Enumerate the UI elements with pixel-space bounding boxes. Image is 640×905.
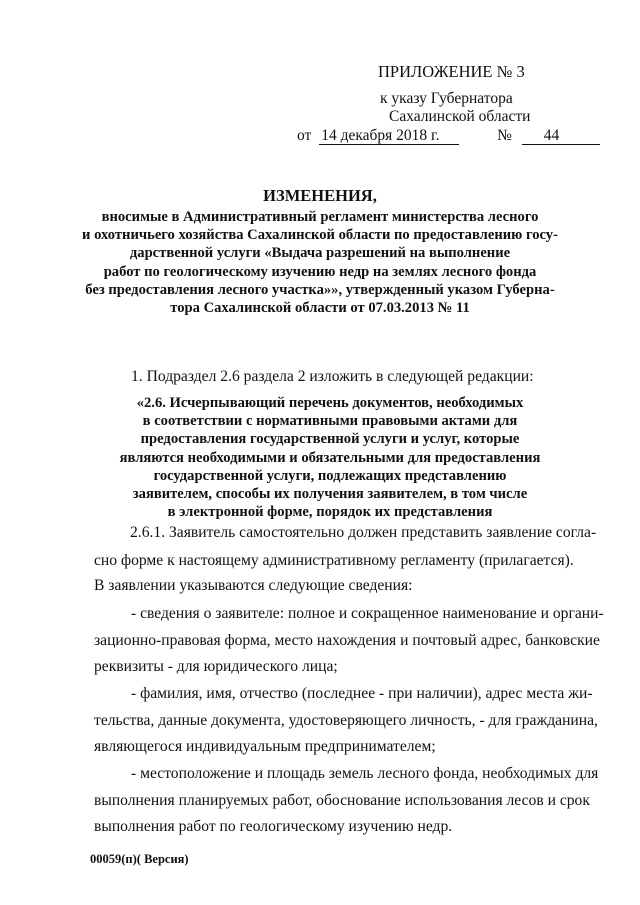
item-1: 1. Подраздел 2.6 раздела 2 изложить в следующей редакции: bbox=[131, 368, 534, 385]
number-label: № bbox=[497, 127, 512, 144]
appendix-title: ПРИЛОЖЕНИЕ № 3 bbox=[378, 62, 525, 81]
subsection-line: «2.6. Исчерпывающий перечень документов, необходимых bbox=[136, 395, 524, 411]
paragraph-line: тельства, данные документа, удостоверяющего личность, - для гражданина, bbox=[94, 712, 598, 729]
subsection-line: заявителем, способы их получения заявителем, в том числе bbox=[132, 486, 528, 503]
paragraph-line: реквизиты - для юридического лица; bbox=[94, 658, 338, 675]
decree-number: 44 bbox=[522, 127, 600, 145]
subsection-line: предоставления государственной услуги и услуг, которые bbox=[140, 431, 520, 448]
paragraph-line: - местоположение и площадь земель лесного фонда, необходимых для bbox=[131, 765, 599, 782]
document-subtitle bbox=[0, 208, 640, 317]
paragraph-line: являющегося индивидуальным предпринимателем; bbox=[94, 738, 436, 755]
subtitle-line: тора Сахалинской области от 07.03.2013 № 11 bbox=[170, 300, 470, 317]
subtitle-line: без предоставления лесного участка»», утвержденный указом Губерна- bbox=[85, 281, 555, 298]
paragraph-line: выполнения работ по геологическому изучению недр. bbox=[94, 818, 453, 835]
paragraph-line: 2.6.1. Заявитель самостоятельно должен представить заявление согла- bbox=[130, 524, 597, 541]
from-label: от bbox=[297, 127, 312, 144]
document-heading: ИЗМЕНЕНИЯ, bbox=[263, 186, 377, 205]
subsection-line: в соответствии с нормативными правовыми актами для bbox=[142, 413, 518, 430]
paragraph-line: выполнения планируемых работ, обоснование использования лесов и срок bbox=[94, 792, 590, 809]
subtitle-line: дарственной услуги «Выдача разрешений на выполнение bbox=[129, 245, 511, 262]
decree-reference: к указу Губернатора bbox=[380, 90, 513, 107]
paragraph-line: сно форме к настоящему административному регламенту (прилагается). bbox=[94, 552, 574, 569]
subsection-heading bbox=[10, 394, 640, 521]
subtitle-line: работ по геологическому изучению недр на землях лесного фонда bbox=[103, 263, 537, 280]
subtitle-line: вносимые в Административный регламент министерства лесного bbox=[101, 209, 539, 225]
decree-date-line bbox=[297, 127, 600, 145]
document-code: 00059(п)( Версия) bbox=[90, 852, 189, 866]
subsection-line: в электронной форме, порядок их представления bbox=[167, 504, 493, 521]
paragraph-line: В заявлении указываются следующие сведения: bbox=[94, 577, 413, 594]
subsection-line: государственной услуги, подлежащих представлению bbox=[153, 467, 507, 484]
paragraph-line: - сведения о заявителе: полное и сокращенное наименование и органи- bbox=[131, 605, 604, 622]
region-name: Сахалинской области bbox=[389, 108, 531, 125]
subtitle-line: и охотничьего хозяйства Сахалинской области по предоставлению госу- bbox=[82, 227, 558, 244]
decree-date: 14 декабря 2018 г. bbox=[319, 127, 459, 145]
paragraph-line: - фамилия, имя, отчество (последнее - при наличии), адрес места жи- bbox=[131, 685, 593, 702]
subsection-line: являются необходимыми и обязательными для предоставления bbox=[119, 449, 541, 466]
paragraph-line: зационно-правовая форма, место нахождения и почтовый адрес, банковские bbox=[94, 632, 600, 649]
